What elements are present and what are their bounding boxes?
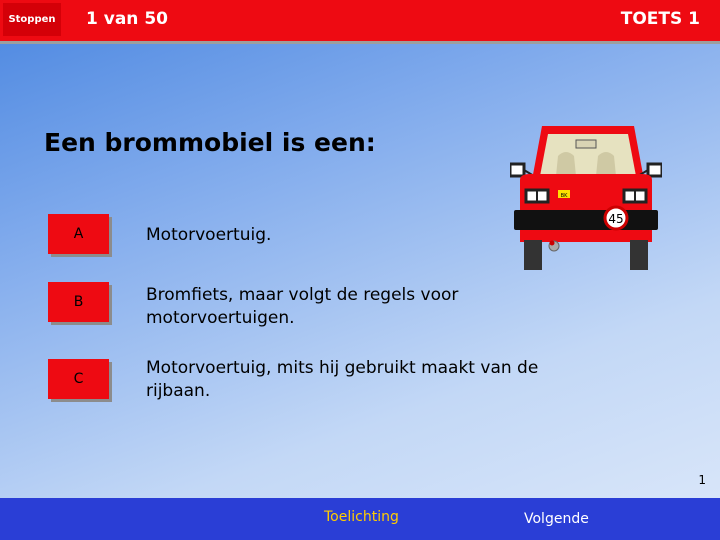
page-number: 1 <box>698 473 706 487</box>
option-a-button[interactable]: A <box>48 214 109 254</box>
stop-button[interactable]: Stoppen <box>3 3 61 36</box>
explanation-link[interactable]: Toelichting <box>324 509 399 525</box>
mirror-left <box>510 164 524 176</box>
brommobiel-illustration <box>510 118 662 278</box>
header-bar <box>0 0 720 44</box>
option-b-button[interactable]: B <box>48 282 109 322</box>
next-button[interactable]: Volgende <box>524 511 589 527</box>
footer-bar <box>0 498 720 540</box>
car-body <box>520 174 652 242</box>
speed-sign-text: 45 <box>608 212 624 226</box>
seat-right <box>596 152 616 176</box>
test-title: TOETS 1 <box>620 9 700 29</box>
question-text: Een brommobiel is een: <box>44 128 376 157</box>
bumper <box>514 210 658 230</box>
option-c-text: Motorvoertuig, mits hij gebruikt maakt van de rijbaan. <box>146 358 539 401</box>
wheel-right <box>630 240 648 270</box>
seat-left <box>556 152 576 176</box>
option-b-text: Bromfiets, maar volgt de regels voor motorvoertuigen. <box>146 285 459 328</box>
wheel-left <box>524 240 542 270</box>
rear-mirror <box>576 140 596 148</box>
mirror-right <box>648 164 662 176</box>
option-a-text: Motorvoertuig. <box>146 225 272 245</box>
option-c-button[interactable]: C <box>48 359 109 399</box>
question-counter: 1 van 50 <box>86 9 168 29</box>
license-plate-text: BK <box>560 193 568 199</box>
